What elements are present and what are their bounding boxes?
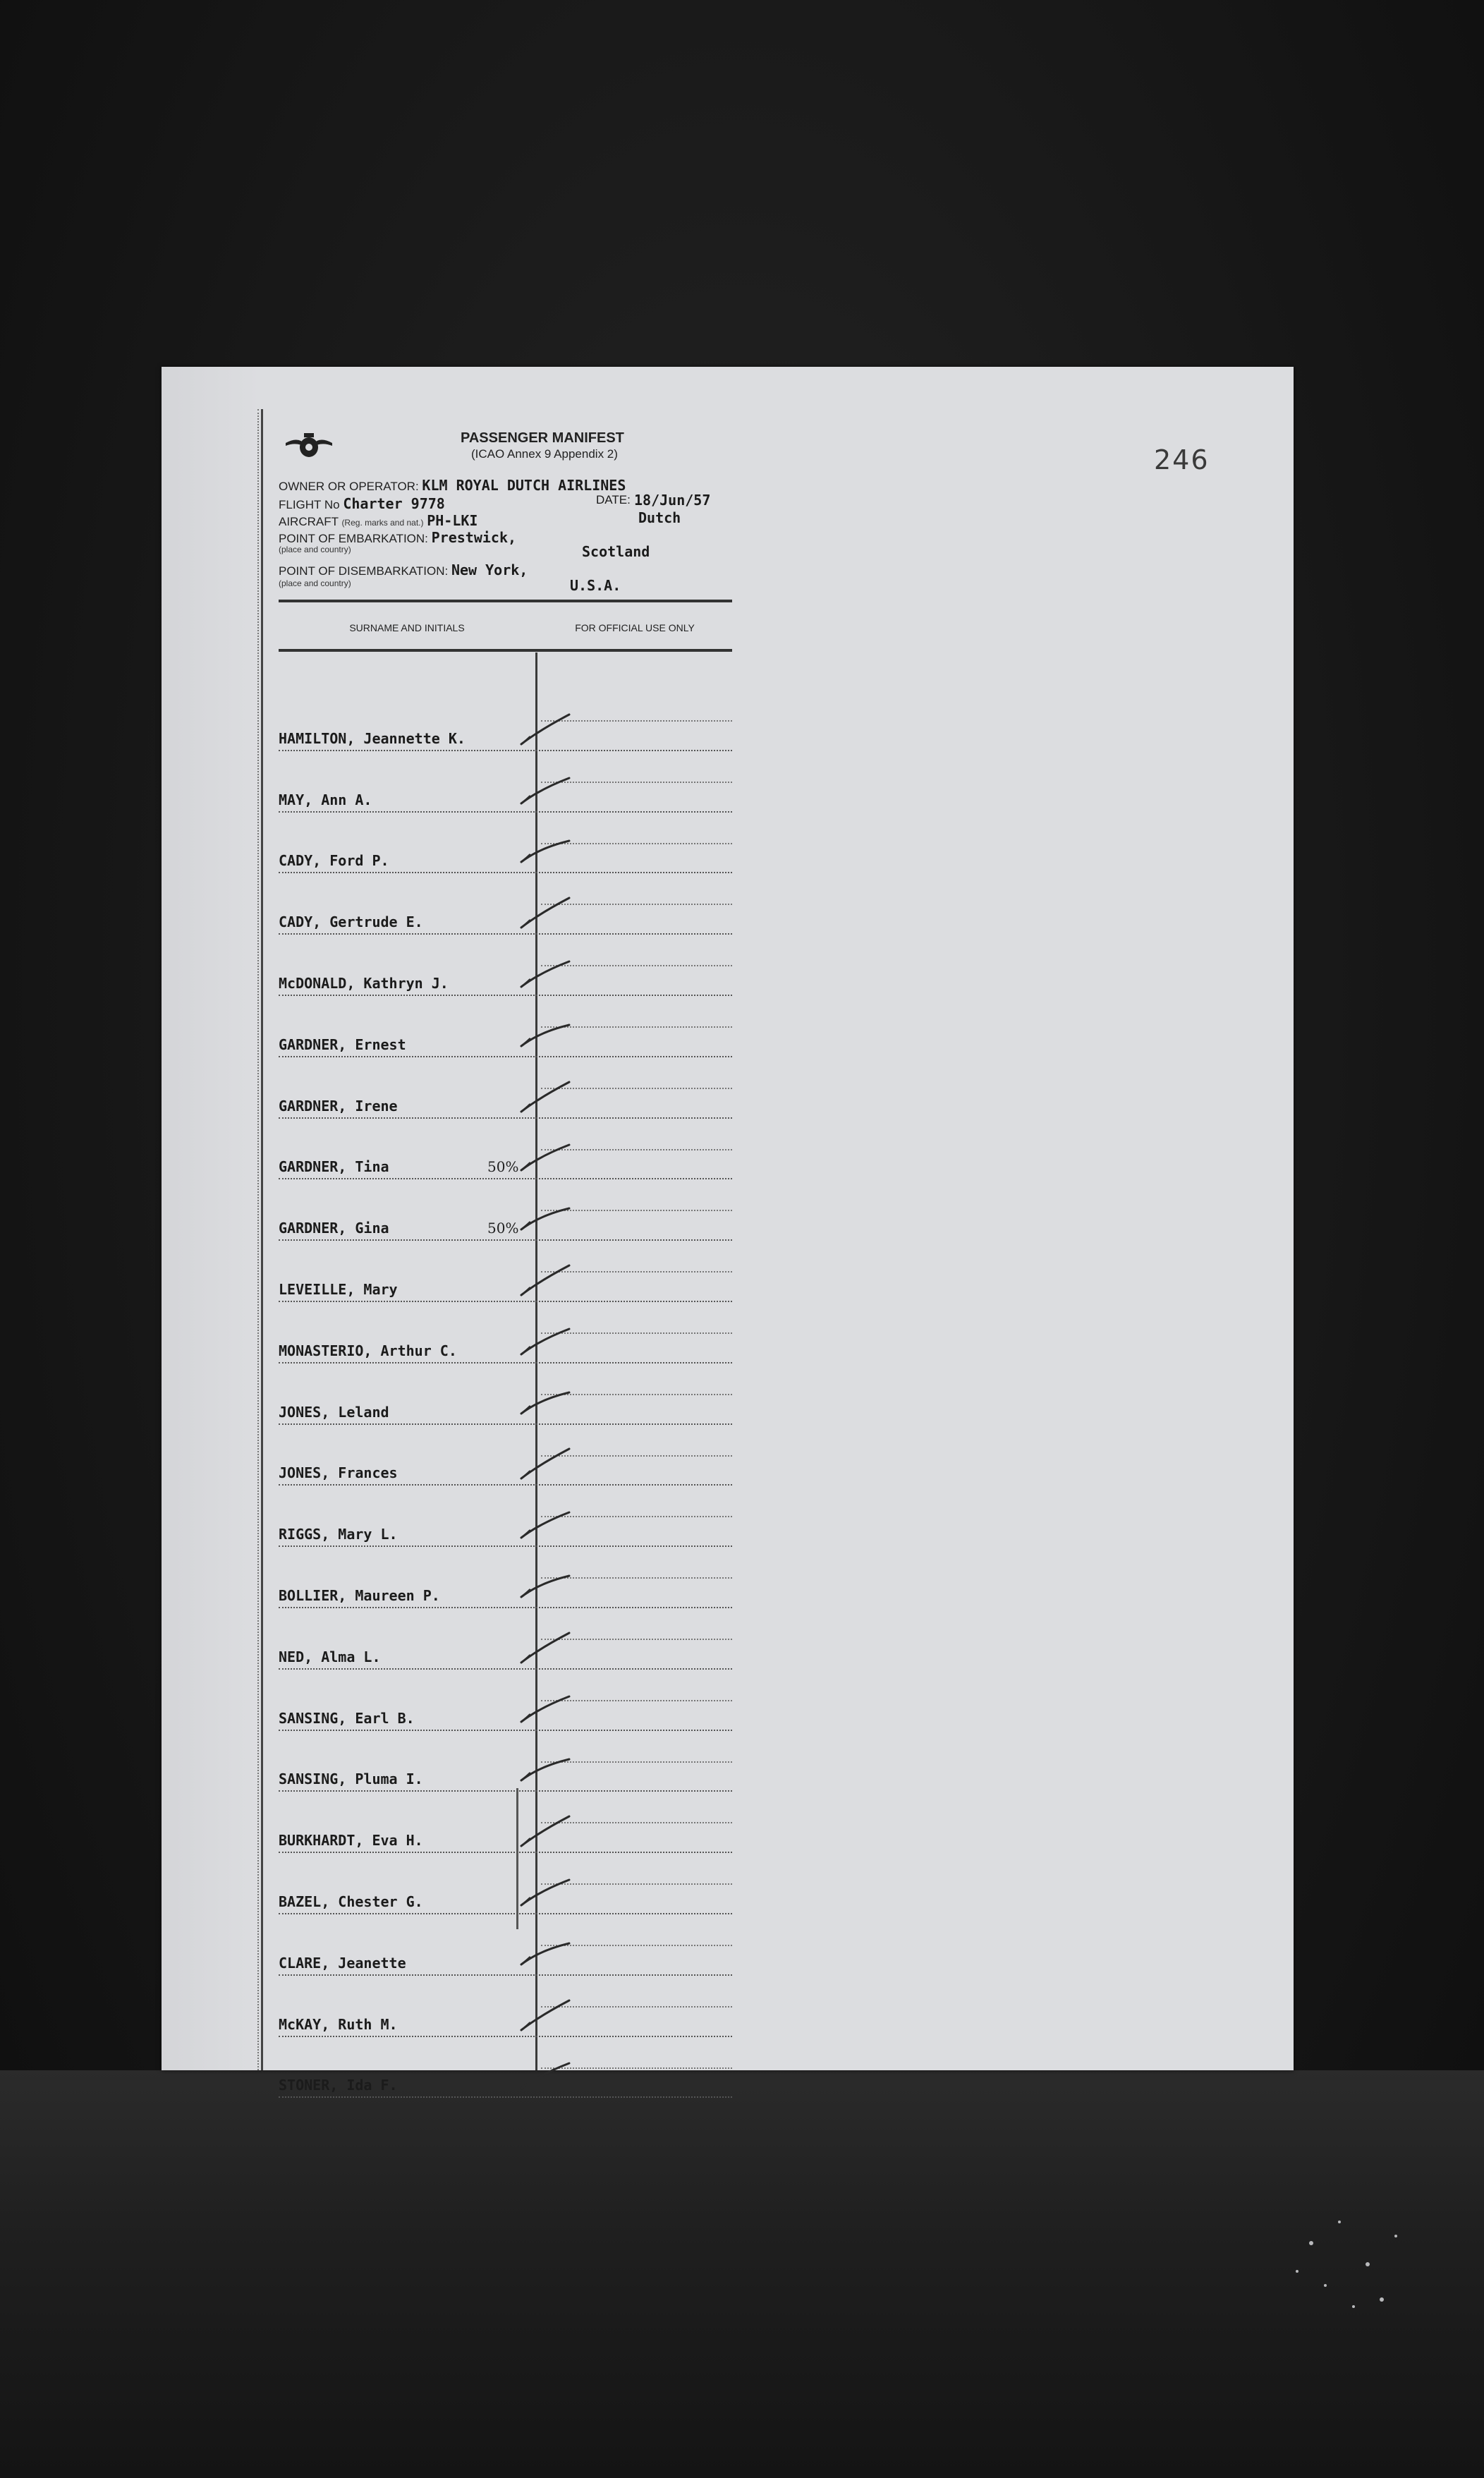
disembark-label: POINT OF DISEMBARKATION: bbox=[279, 564, 449, 578]
aircraft-value: PH-LKI bbox=[427, 512, 478, 529]
passenger-row bbox=[279, 1547, 732, 1608]
passenger-row bbox=[279, 2037, 732, 2099]
passenger-manifest-form bbox=[261, 409, 732, 2094]
date-value: 18/Jun/57 bbox=[634, 492, 711, 509]
klm-crown-logo-icon bbox=[284, 429, 334, 463]
passenger-name: RIGGS, Mary L. bbox=[279, 1526, 398, 1543]
passenger-name: CADY, Gertrude E. bbox=[279, 913, 423, 931]
passenger-row bbox=[279, 1792, 732, 1853]
passenger-row bbox=[279, 1486, 732, 1547]
passenger-name: GARDNER, Gina bbox=[279, 1220, 389, 1237]
checkmark-icon bbox=[518, 1076, 575, 1119]
fare-note: 50% bbox=[487, 1158, 519, 1176]
passenger-name: McKAY, Ruth M. bbox=[279, 2015, 398, 2033]
passenger-row bbox=[279, 690, 732, 751]
passenger-name: STONER, Ida F. bbox=[279, 2077, 398, 2094]
passenger-row bbox=[279, 1608, 732, 1670]
passenger-name: NED, Alma L. bbox=[279, 1648, 381, 1665]
official-use-column-header: FOR OFFICIAL USE ONLY bbox=[575, 622, 695, 633]
fare-note: 50% bbox=[487, 1220, 519, 1237]
passenger-row bbox=[279, 1302, 732, 1363]
checkmark-icon bbox=[518, 1933, 575, 1976]
checkmark-icon bbox=[518, 1995, 575, 2037]
passenger-row bbox=[279, 1241, 732, 1302]
surname-column-header: SURNAME AND INITIALS bbox=[349, 622, 465, 633]
disembark-sub: (place and country) bbox=[279, 578, 351, 588]
passenger-name: CADY, Ford P. bbox=[279, 852, 389, 870]
passenger-name: McDONALD, Kathryn J. bbox=[279, 974, 449, 992]
aircraft-sub: (Reg. marks and nat.) bbox=[341, 518, 424, 528]
passenger-name: BAZEL, Chester G. bbox=[279, 1893, 423, 1910]
checkmark-icon bbox=[518, 1015, 575, 1057]
passenger-name: BOLLIER, Maureen P. bbox=[279, 1586, 440, 1604]
form-title: PASSENGER MANIFEST bbox=[461, 430, 624, 446]
flight-label: FLIGHT No bbox=[279, 498, 340, 511]
checkmark-icon bbox=[518, 770, 575, 813]
passenger-row bbox=[279, 1363, 732, 1425]
passenger-name: LEVEILLE, Mary bbox=[279, 1280, 398, 1298]
embark-sub: (place and country) bbox=[279, 545, 351, 554]
disembark-row bbox=[279, 561, 528, 578]
row-dotted-line bbox=[279, 2096, 732, 2098]
form-perforation bbox=[257, 409, 260, 2070]
form-subtitle: (ICAO Annex 9 Appendix 2) bbox=[471, 447, 618, 461]
passenger-row bbox=[279, 1731, 732, 1792]
passenger-row bbox=[279, 1853, 732, 1914]
checkmark-icon bbox=[518, 954, 575, 996]
passenger-row bbox=[279, 751, 732, 813]
aircraft-label: AIRCRAFT bbox=[279, 515, 339, 528]
passenger-name: CLARE, Jeanette bbox=[279, 1954, 406, 1972]
checkmark-icon bbox=[518, 2055, 575, 2098]
passenger-name: MONASTERIO, Arthur C. bbox=[279, 1342, 457, 1359]
disembark-country: U.S.A. bbox=[570, 577, 621, 594]
checkmark-icon bbox=[518, 1383, 575, 1425]
date-label: DATE: bbox=[596, 493, 631, 506]
passenger-row bbox=[279, 813, 732, 874]
passenger-name: GARDNER, Ernest bbox=[279, 1035, 406, 1053]
passenger-row bbox=[279, 996, 732, 1057]
owner-label: OWNER OR OPERATOR: bbox=[279, 480, 419, 493]
checkmark-icon bbox=[518, 1443, 575, 1486]
embark-value: Prestwick, bbox=[431, 529, 517, 546]
passenger-name: BURKHARDT, Eva H. bbox=[279, 1832, 423, 1850]
passenger-row bbox=[279, 1914, 732, 1976]
checkmark-icon bbox=[518, 892, 575, 935]
checkmark-icon bbox=[518, 1566, 575, 1608]
scanner-bottom-band bbox=[0, 2070, 1484, 2478]
passenger-name: SANSING, Pluma I. bbox=[279, 1771, 423, 1788]
passenger-row bbox=[279, 1670, 732, 1731]
checkmark-icon bbox=[518, 1872, 575, 1914]
flight-row bbox=[279, 495, 445, 512]
checkmark-icon bbox=[518, 1627, 575, 1670]
aircraft-row bbox=[279, 512, 478, 529]
passenger-row bbox=[279, 1179, 732, 1241]
passenger-name: HAMILTON, Jeannette K. bbox=[279, 729, 466, 747]
passenger-name: GARDNER, Irene bbox=[279, 1097, 398, 1115]
checkmark-icon bbox=[518, 1260, 575, 1302]
scan-specks bbox=[1283, 2201, 1424, 2342]
disembark-value: New York, bbox=[451, 561, 528, 578]
checkmark-icon bbox=[518, 1321, 575, 1363]
passenger-list bbox=[279, 690, 732, 2098]
owner-value: KLM ROYAL DUTCH AIRLINES bbox=[422, 477, 626, 494]
passenger-name: JONES, Frances bbox=[279, 1464, 398, 1482]
checkmark-icon bbox=[518, 1749, 575, 1792]
manifest-page bbox=[162, 367, 1294, 2094]
passenger-name: MAY, Ann A. bbox=[279, 791, 372, 808]
checkmark-icon bbox=[518, 1137, 575, 1179]
passenger-row bbox=[279, 1976, 732, 2037]
column-header-rule bbox=[279, 649, 732, 652]
checkmark-icon bbox=[518, 1198, 575, 1241]
checkmark-icon bbox=[518, 831, 575, 873]
page-number: 246 bbox=[1154, 444, 1210, 475]
embark-row bbox=[279, 529, 516, 546]
passenger-row bbox=[279, 873, 732, 935]
passenger-row bbox=[279, 1119, 732, 1180]
checkmark-icon bbox=[518, 709, 575, 751]
page-margin bbox=[162, 367, 260, 2070]
checkmark-icon bbox=[518, 1505, 575, 1547]
passenger-row bbox=[279, 935, 732, 996]
passenger-name: SANSING, Earl B. bbox=[279, 1709, 415, 1727]
passenger-row bbox=[279, 1057, 732, 1119]
passenger-row bbox=[279, 1425, 732, 1486]
passenger-name: GARDNER, Tina bbox=[279, 1158, 389, 1176]
flight-value: Charter 9778 bbox=[343, 495, 445, 512]
owner-row bbox=[279, 477, 626, 494]
checkmark-icon bbox=[518, 1811, 575, 1853]
embark-label: POINT OF EMBARKATION: bbox=[279, 532, 428, 545]
embark-country: Scotland bbox=[582, 543, 650, 560]
header-rule bbox=[279, 600, 732, 602]
passenger-name: JONES, Leland bbox=[279, 1403, 389, 1421]
aircraft-nationality: Dutch bbox=[638, 509, 681, 526]
checkmark-icon bbox=[518, 1689, 575, 1731]
